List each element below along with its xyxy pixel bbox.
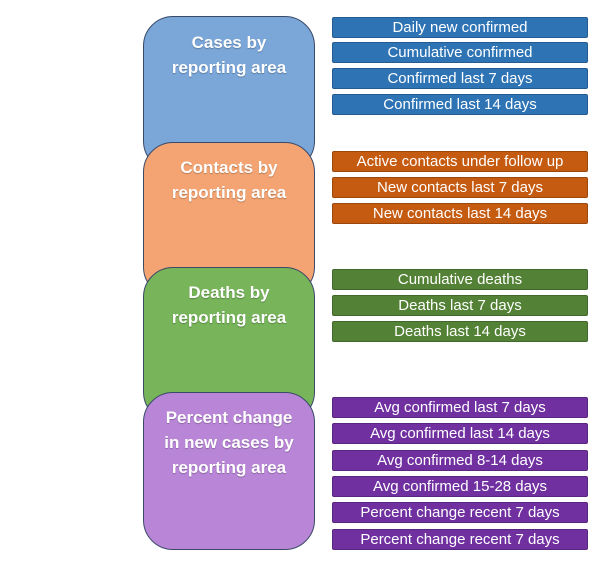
item-new-contacts-7-days: New contacts last 7 days xyxy=(332,177,588,198)
cases-card-title: Cases by reporting area xyxy=(171,33,287,77)
item-avg-confirmed-15-28-days: Avg confirmed 15-28 days xyxy=(332,476,588,497)
item-avg-confirmed-8-14-days: Avg confirmed 8-14 days xyxy=(332,450,588,471)
percent-card-title: Percent change in new cases by reporting area xyxy=(164,408,294,477)
item-percent-change-recent-7-days-2: Percent change recent 7 days xyxy=(332,529,588,550)
item-deaths-last-7-days: Deaths last 7 days xyxy=(332,295,588,316)
item-confirmed-last-7-days: Confirmed last 7 days xyxy=(332,68,588,89)
deaths-card-title: Deaths by reporting area xyxy=(171,283,287,327)
item-new-contacts-14-days: New contacts last 14 days xyxy=(332,203,588,224)
item-avg-confirmed-last-14-days: Avg confirmed last 14 days xyxy=(332,423,588,444)
item-confirmed-last-14-days: Confirmed last 14 days xyxy=(332,94,588,115)
percent-change-card xyxy=(143,392,315,550)
item-avg-confirmed-last-7-days: Avg confirmed last 7 days xyxy=(332,397,588,418)
contacts-card-title: Contacts by reporting area xyxy=(171,158,287,202)
item-cumulative-confirmed: Cumulative confirmed xyxy=(332,42,588,63)
item-active-contacts: Active contacts under follow up xyxy=(332,151,588,172)
item-deaths-last-14-days: Deaths last 14 days xyxy=(332,321,588,342)
item-percent-change-recent-7-days: Percent change recent 7 days xyxy=(332,502,588,523)
item-cumulative-deaths: Cumulative deaths xyxy=(332,269,588,290)
item-daily-new-confirmed: Daily new confirmed xyxy=(332,17,588,38)
